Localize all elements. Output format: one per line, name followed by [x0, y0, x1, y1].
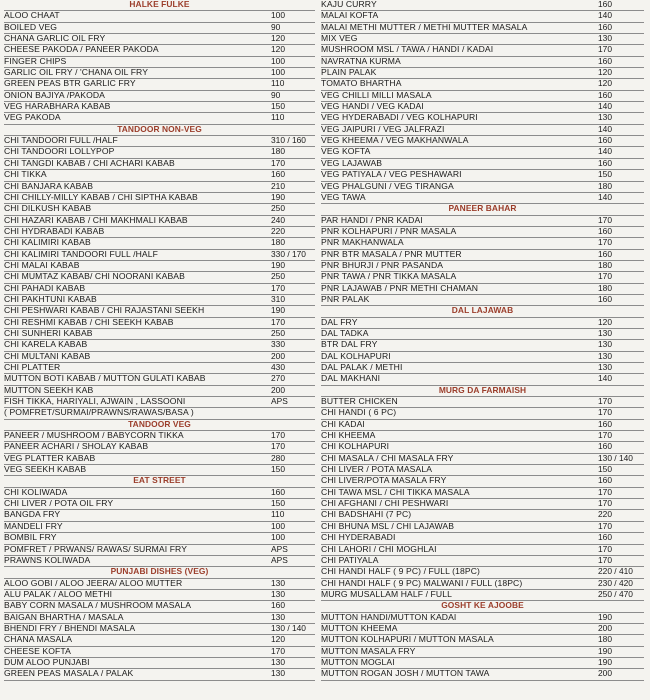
- menu-item-name: CHI LIVER/POTA MASALA FRY: [321, 475, 447, 486]
- menu-item-price: 170: [598, 237, 612, 248]
- menu-item-name: PNR LAJAWAB / PNR METHI CHAMAN: [321, 282, 479, 293]
- menu-item-name: MUTTON ROGAN JOSH / MUTTON TAWA: [321, 668, 490, 679]
- menu-item-name: CHI BHUNA MSL / CHI LAJAWAB: [321, 520, 455, 531]
- menu-item-price: 180: [271, 146, 285, 157]
- menu-item-price: 330: [271, 339, 285, 350]
- menu-item-name: PNR KOLHAPURI / PNR MASALA: [321, 225, 457, 236]
- menu-item-price: 130: [271, 668, 285, 679]
- menu-item-price: 170: [598, 430, 612, 441]
- menu-item-name: ( POMFRET/SURMAI/PRAWNS/RAWAS/BASA ): [4, 407, 194, 418]
- menu-item-price: APS: [271, 396, 288, 407]
- menu-item-name: MUTTON BOTI KABAB / MUTTON GULATI KABAB: [4, 373, 206, 384]
- menu-item-price: 130: [271, 577, 285, 588]
- section-heading-label: EAT STREET: [133, 475, 186, 486]
- menu-item-price: 200: [271, 384, 285, 395]
- menu-item-price: 160: [271, 169, 285, 180]
- menu-item-price: 110: [271, 509, 285, 520]
- menu-item-name: FISH TIKKA, HARIYALI, AJWAIN , LASSOONI: [4, 396, 186, 407]
- menu-item-name: PRAWNS KOLIWADA: [4, 554, 91, 565]
- menu-item-name: CHI LIVER / POTA MASALA: [321, 464, 433, 475]
- menu-item-name: CHI AFGHANI / CHI PESHWARI: [321, 498, 449, 509]
- menu-item-price: 150: [598, 464, 612, 475]
- menu-item-price: 160: [598, 441, 612, 452]
- menu-item-price: 120: [271, 634, 285, 645]
- menu-item-price: 170: [271, 282, 285, 293]
- menu-item-price: 170: [271, 157, 285, 168]
- menu-item-name: CHI LIVER / POTA OIL FRY: [4, 498, 114, 509]
- menu-item-price: 160: [598, 248, 612, 259]
- menu-item-price: 310 / 160: [271, 135, 306, 146]
- menu-item-price: 170: [598, 520, 612, 531]
- menu-item-name: CHI BADSHAHI (7 PC): [321, 509, 412, 520]
- menu-item-name: CHI HYDERABADI: [321, 532, 396, 543]
- menu-item-price: 160: [598, 135, 612, 146]
- menu-item-name: MIX VEG: [321, 33, 358, 44]
- menu-item-name: CHI PAHADI KABAB: [4, 282, 86, 293]
- menu-item-price: 170: [598, 498, 612, 509]
- menu-item-price: 140: [598, 146, 612, 157]
- menu-item-price: 100: [271, 67, 285, 78]
- menu-item-name: VEG KHEEMA / VEG MAKHANWALA: [321, 135, 469, 146]
- menu-column-right: [321, 0, 644, 700]
- section-heading-label: HALKE FULKE: [129, 0, 190, 9]
- menu-item-price: 90: [271, 21, 281, 32]
- menu-item-name: CHI PLATTER: [4, 362, 61, 372]
- menu-item-price: 90: [271, 89, 281, 100]
- menu-item-name: CHI PATIYALA: [321, 554, 379, 565]
- menu-item-price: 130 / 140: [271, 622, 306, 633]
- menu-item-price: 170: [271, 645, 285, 656]
- menu-item-name: MUTTON KOLHAPURI / MUTTON MASALA: [321, 634, 494, 645]
- menu-item-price: 120: [271, 44, 285, 55]
- menu-item-name: CHI PAKHTUNI KABAB: [4, 293, 97, 304]
- menu-item-price: 150: [271, 498, 285, 509]
- menu-item-price: 190: [598, 611, 612, 622]
- menu-item-price: 180: [271, 237, 285, 248]
- menu-item-price: 140: [598, 123, 612, 134]
- menu-item-price: 130: [598, 33, 612, 44]
- menu-item-price: 170: [271, 441, 285, 452]
- menu-item-name: NAVRATNA KURMA: [321, 55, 401, 66]
- menu-item-name: CHI KOLHAPURI: [321, 441, 390, 452]
- section-heading-label: GOSHT KE AJOOBE: [441, 600, 524, 611]
- menu-item-name: CHI HYDRABADI KABAB: [4, 225, 105, 236]
- menu-item-price: 160: [598, 225, 612, 236]
- menu-item-name: PAR HANDI / PNR KADAI: [321, 214, 423, 225]
- menu-item-name: VEG PAKODA: [4, 112, 61, 123]
- menu-item-price: 140: [598, 191, 612, 202]
- menu-item-name: GREEN PEAS MASALA / PALAK: [4, 668, 134, 679]
- menu-item-price: 130: [598, 350, 612, 361]
- menu-item-name: MUTTON SEEKH KAB: [4, 384, 94, 395]
- menu-item-price: 190: [598, 645, 612, 656]
- menu-item-name: VEG HANDI / VEG KADAI: [321, 101, 424, 112]
- menu-item-name: CHANA MASALA: [4, 634, 73, 645]
- menu-item-name: GREEN PEAS BTR GARLIC FRY: [4, 78, 136, 89]
- menu-item-price: 160: [598, 21, 612, 32]
- menu-item-name: DAL FRY: [321, 316, 358, 327]
- menu-item-price: 160: [598, 293, 612, 304]
- menu-item-name: CHI KADAI: [321, 418, 365, 429]
- menu-item-price: 100: [271, 532, 285, 543]
- menu-item-price: 170: [598, 543, 612, 554]
- menu-item-name: DAL MAKHANI: [321, 373, 381, 384]
- menu-item-name: ALOO CHAAT: [4, 10, 60, 21]
- menu-item-price: 130: [271, 588, 285, 599]
- menu-item-price: 170: [598, 407, 612, 418]
- menu-item-price: 120: [598, 78, 612, 89]
- menu-item-name: CHI TIKKA: [4, 169, 47, 180]
- menu-item-price: 250: [271, 327, 285, 338]
- menu-item-price: 250: [271, 203, 285, 214]
- menu-item-name: DAL KOLHAPURI: [321, 350, 391, 361]
- menu-item-price: 150: [271, 101, 285, 112]
- menu-item-price: 250: [271, 271, 285, 282]
- menu-item-name: CHI MASALA / CHI MASALA FRY: [321, 452, 454, 463]
- menu-item-name: CHEESE PAKODA / PANEER PAKODA: [4, 44, 159, 55]
- menu-item-price: 130 / 140: [598, 452, 633, 463]
- menu-item-name: CHI TANGDI KABAB / CHI ACHARI KABAB: [4, 157, 175, 168]
- menu-item-name: MANDELI FRY: [4, 520, 63, 531]
- menu-item-price: 190: [271, 259, 285, 270]
- menu-item-name: CHI KARELA KABAB: [4, 339, 88, 350]
- section-heading-label: MURG DA FARMAISH: [438, 384, 527, 395]
- menu-item-name: CHI RESHMI KABAB / CHI SEEKH KABAB: [4, 316, 174, 327]
- menu-item-name: MALAI KOFTA: [321, 10, 379, 21]
- menu-item-price: 160: [598, 89, 612, 100]
- menu-item-price: 110: [271, 78, 285, 89]
- menu-item-name: PLAIN PALAK: [321, 67, 377, 78]
- menu-item-name: FINGER CHIPS: [4, 55, 67, 66]
- menu-item-price: 240: [271, 214, 285, 225]
- menu-item-name: BABY CORN MASALA / MUSHROOM MASALA: [4, 600, 192, 611]
- menu-item-price: 170: [271, 316, 285, 327]
- menu-item-price: 150: [598, 169, 612, 180]
- menu-item-price: 160: [271, 486, 285, 497]
- menu-item-name: VEG JAIPURI / VEG JALFRAZI: [321, 123, 445, 134]
- menu-item-name: CHI PESHWARI KABAB / CHI RAJASTANI SEEKH: [4, 305, 205, 316]
- section-heading-label: PANEER BAHAR: [448, 203, 517, 214]
- menu-item-name: PNR PALAK: [321, 293, 370, 304]
- menu-item-price: 200: [598, 622, 612, 633]
- menu-item-name: CHI BANJARA KABAB: [4, 180, 94, 191]
- menu-item-price: 170: [598, 214, 612, 225]
- menu-item-name: CHEESE KOFTA: [4, 645, 71, 656]
- menu-item-name: MUTTON HANDI/MUTTON KADAI: [321, 611, 457, 622]
- menu-item-name: VEG HARABHARA KABAB: [4, 101, 111, 112]
- menu-item-price: 210: [271, 180, 285, 191]
- section-heading-label: PUNJABI DISHES (VEG): [110, 566, 209, 577]
- menu-item-price: 180: [598, 259, 612, 270]
- menu-item-price: 120: [598, 316, 612, 327]
- menu-item-name: BOMBIL FRY: [4, 532, 57, 543]
- menu-item-price: 200: [271, 350, 285, 361]
- menu-item-price: 220 / 410: [598, 566, 633, 577]
- menu-item-price: 100: [271, 10, 285, 21]
- menu-item-name: PANEER ACHARI / SHOLAY KABAB: [4, 441, 149, 452]
- menu-item-name: VEG PATIYALA / VEG PESHAWARI: [321, 169, 462, 180]
- menu-item-name: ALOO GOBI / ALOO JEERA/ ALOO MUTTER: [4, 577, 183, 588]
- section-heading-label: TANDOOR VEG: [128, 418, 191, 429]
- menu-item-name: BAIGAN BHARTHA / MASALA: [4, 611, 124, 622]
- menu-item-name: CHI LAHORI / CHI MOGHLAI: [321, 543, 437, 554]
- menu-item-name: PNR MAKHANWALA: [321, 237, 404, 248]
- menu-item-name: CHANA GARLIC OIL FRY: [4, 33, 106, 44]
- menu-item-price: 310: [271, 293, 285, 304]
- menu-item-price: 250 / 470: [598, 588, 633, 599]
- menu-item-name: VEG PLATTER KABAB: [4, 452, 96, 463]
- menu-item-price: 130: [598, 362, 612, 372]
- menu-item-name: CHI CHILLY-MILLY KABAB / CHI SIPTHA KABAB: [4, 191, 198, 202]
- menu-item-price: 170: [598, 44, 612, 55]
- menu-item-price: 280: [271, 452, 285, 463]
- menu-item-price: 170: [598, 486, 612, 497]
- menu-item-name: ALU PALAK / ALOO METHI: [4, 588, 113, 599]
- menu-item-price: 100: [271, 520, 285, 531]
- menu-item-name: POMFRET / PRWANS/ RAWAS/ SURMAI FRY: [4, 543, 188, 554]
- menu-item-name: BUTTER CHICKEN: [321, 396, 398, 407]
- menu-item-name: VEG SEEKH KABAB: [4, 464, 87, 475]
- menu-item-name: VEG KOFTA: [321, 146, 371, 157]
- menu-item-name: CHI HAZARI KABAB / CHI MAKHMALI KABAB: [4, 214, 188, 225]
- menu-item-price: 150: [271, 464, 285, 475]
- menu-item-price: 190: [271, 191, 285, 202]
- menu-item-name: MUTTON KHEEMA: [321, 622, 398, 633]
- menu-item-price: 330 / 170: [271, 248, 306, 259]
- menu-item-price: 120: [271, 33, 285, 44]
- menu-item-name: CHI HANDI HALF ( 9 PC) / FULL (18PC): [321, 566, 480, 577]
- menu-item-name: CHI HANDI ( 6 PC): [321, 407, 397, 418]
- menu-item-name: PANEER / MUSHROOM / BABYCORN TIKKA: [4, 430, 184, 441]
- menu-item-name: CHI MUMTAZ KABAB/ CHI NOORANI KABAB: [4, 271, 185, 282]
- menu-item-name: CHI TANDOORI FULL /HALF: [4, 135, 118, 146]
- menu-item-price: APS: [271, 543, 288, 554]
- menu-item-price: 140: [598, 10, 612, 21]
- menu-item-price: 180: [598, 634, 612, 645]
- menu-item-price: 430: [271, 362, 285, 372]
- menu-item-price: 200: [598, 668, 612, 679]
- menu-item-name: CHI KALIMIRI KABAB: [4, 237, 91, 248]
- menu-item-price: 160: [598, 55, 612, 66]
- menu-item-name: DUM ALOO PUNJABI: [4, 656, 90, 667]
- menu-item-name: CHI TAWA MSL / CHI TIKKA MASALA: [321, 486, 470, 497]
- menu-item-name: CHI TANDOORI LOLLYPOP: [4, 146, 115, 157]
- menu-item-price: 110: [271, 112, 285, 123]
- menu-item-name: VEG LAJAWAB: [321, 157, 383, 168]
- menu-item-name: PNR BTR MASALA / PNR MUTTER: [321, 248, 462, 259]
- menu-item-name: MUTTON MOGLAI: [321, 656, 395, 667]
- menu-item-price: 160: [598, 532, 612, 543]
- menu-item-name: VEG TAWA: [321, 191, 366, 202]
- menu-item-price: 170: [598, 271, 612, 282]
- menu-item-name: DAL PALAK / METHI: [321, 362, 403, 372]
- menu-item-name: BTR DAL FRY: [321, 339, 378, 350]
- menu-item: [4, 669, 315, 680]
- menu-item-name: VEG HYDERABADI / VEG KOLHAPURI: [321, 112, 478, 123]
- menu-item-name: ONION BAJIYA /PAKODA: [4, 89, 106, 100]
- menu-item-name: CHI KHEEMA: [321, 430, 376, 441]
- menu-item-name: CHI MULTANI KABAB: [4, 350, 91, 361]
- menu-item-price: 130: [271, 656, 285, 667]
- menu-item-name: CHI SUNHERI KABAB: [4, 327, 93, 338]
- menu-item-price: 160: [598, 0, 612, 9]
- section-heading-label: DAL LAJAWAB: [451, 305, 514, 316]
- menu-item-price: 180: [598, 282, 612, 293]
- menu-item-price: 190: [271, 305, 285, 316]
- menu-item-price: 230 / 420: [598, 577, 633, 588]
- menu-item-price: 190: [598, 656, 612, 667]
- menu-item-name: BANGDA FRY: [4, 509, 61, 520]
- menu-item-name: VEG PHALGUNI / VEG TIRANGA: [321, 180, 454, 191]
- menu-item-price: 160: [598, 418, 612, 429]
- menu-item-price: 170: [271, 430, 285, 441]
- menu-item-name: BHENDI FRY / BHENDI MASALA: [4, 622, 136, 633]
- menu-item-name: VEG CHILLI MILLI MASALA: [321, 89, 432, 100]
- menu-item-name: GARLIC OIL FRY / 'CHANA OIL FRY: [4, 67, 149, 78]
- menu-item-price: 160: [271, 600, 285, 611]
- menu-item-price: 130: [271, 611, 285, 622]
- menu-item-price: 100: [271, 55, 285, 66]
- menu-item: [321, 669, 644, 680]
- menu-item-name: KAJU CURRY: [321, 0, 377, 9]
- menu-item-price: 140: [598, 373, 612, 384]
- menu-item-name: CHI KALIMIRI TANDOORI FULL /HALF: [4, 248, 158, 259]
- menu-item-name: BOILED VEG: [4, 21, 58, 32]
- menu-item-name: MUTTON MASALA FRY: [321, 645, 416, 656]
- menu-item-price: 140: [598, 101, 612, 112]
- menu-item-price: 160: [598, 475, 612, 486]
- menu-item-name: CHI HANDI HALF ( 9 PC) MALWANI / FULL (18PC): [321, 577, 523, 588]
- menu-column-left: [4, 0, 315, 700]
- menu-item-price: 170: [598, 396, 612, 407]
- menu-item-price: 130: [598, 112, 612, 123]
- menu-item-price: 170: [598, 554, 612, 565]
- menu-item-price: 160: [598, 157, 612, 168]
- menu-item-name: DAL TADKA: [321, 327, 369, 338]
- menu-item-price: 180: [598, 180, 612, 191]
- menu-item-price: 130: [598, 339, 612, 350]
- menu-item-price: 220: [598, 509, 612, 520]
- menu-item-name: CHI DILKUSH KABAB: [4, 203, 92, 214]
- section-heading-label: TANDOOR NON-VEG: [117, 123, 202, 134]
- menu-item-price: 270: [271, 373, 285, 384]
- menu-item-name: MALAI METHI MUTTER / METHI MUTTER MASALA: [321, 21, 528, 32]
- menu-item-price: APS: [271, 554, 288, 565]
- menu-item-name: CHI MALAI KABAB: [4, 259, 80, 270]
- menu-item-price: 130: [598, 327, 612, 338]
- menu-item-name: CHI KOLIWADA: [4, 486, 68, 497]
- menu-item-name: MURG MUSALLAM HALF / FULL: [321, 588, 452, 599]
- menu-item-name: PNR BHURJI / PNR PASANDA: [321, 259, 444, 270]
- menu-item-price: 120: [598, 67, 612, 78]
- menu-item-name: MUSHROOM MSL / TAWA / HANDI / KADAI: [321, 44, 494, 55]
- menu-item-name: TOMATO BHARTHA: [321, 78, 402, 89]
- menu-item-name: PNR TAWA / PNR TIKKA MASALA: [321, 271, 457, 282]
- menu-item-price: 220: [271, 225, 285, 236]
